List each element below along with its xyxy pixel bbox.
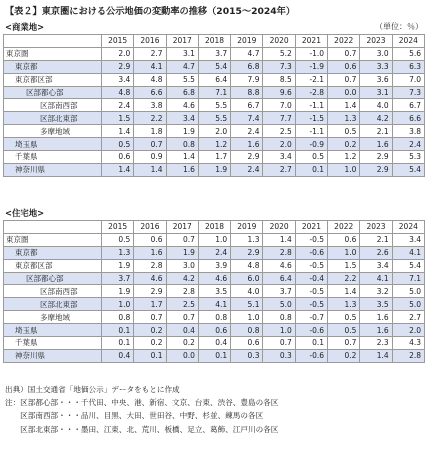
commercial-value-cell: 1.8 bbox=[134, 125, 166, 138]
residential-value-cell: 5.1 bbox=[231, 298, 263, 311]
commercial-section-label: <商業地> bbox=[5, 22, 45, 32]
commercial-value-cell: 4.8 bbox=[102, 86, 134, 99]
residential-value-cell: 1.0 bbox=[328, 246, 360, 259]
residential-value-cell: 2.3 bbox=[360, 337, 392, 350]
residential-year-header-2020: 2020 bbox=[263, 221, 295, 234]
commercial-value-cell: 7.9 bbox=[231, 73, 263, 86]
commercial-value-cell: 1.6 bbox=[231, 138, 263, 151]
residential-value-cell: 3.5 bbox=[360, 298, 392, 311]
commercial-value-cell: 4.1 bbox=[134, 60, 166, 73]
table-row bbox=[4, 60, 425, 73]
commercial-value-cell: 1.6 bbox=[166, 163, 198, 176]
residential-value-cell: 4.8 bbox=[231, 259, 263, 272]
commercial-value-cell: 7.1 bbox=[198, 86, 230, 99]
footnote-southwest: 区部南西部・・・品川、目黒、大田、世田谷、中野、杉並、練馬の各区 bbox=[5, 411, 264, 421]
commercial-value-cell: -2.1 bbox=[295, 73, 327, 86]
residential-value-cell: 4.1 bbox=[392, 246, 424, 259]
commercial-year-header-2017: 2017 bbox=[166, 35, 198, 48]
residential-row-label: 東京圏 bbox=[4, 233, 102, 246]
commercial-value-cell: 0.8 bbox=[166, 138, 198, 151]
table-row bbox=[4, 73, 425, 86]
residential-value-cell: 2.8 bbox=[166, 285, 198, 298]
residential-value-cell: 1.0 bbox=[198, 233, 230, 246]
residential-value-cell: 1.3 bbox=[102, 246, 134, 259]
residential-value-cell: 0.8 bbox=[198, 311, 230, 324]
commercial-year-header-2015: 2015 bbox=[102, 35, 134, 48]
residential-value-cell: 0.2 bbox=[166, 337, 198, 350]
commercial-value-cell: 2.9 bbox=[231, 151, 263, 164]
commercial-row-label: 区部都心部 bbox=[4, 86, 102, 99]
residential-section-label: <住宅地> bbox=[5, 208, 45, 218]
commercial-value-cell: 2.4 bbox=[231, 163, 263, 176]
residential-value-cell: 2.0 bbox=[392, 324, 424, 337]
commercial-value-cell: 6.7 bbox=[231, 99, 263, 112]
commercial-value-cell: 3.4 bbox=[263, 151, 295, 164]
residential-value-cell: 2.7 bbox=[392, 311, 424, 324]
unit-label-commercial: （単位：％） bbox=[375, 22, 423, 31]
residential-row-label: 区部都心部 bbox=[4, 272, 102, 285]
commercial-value-cell: 0.7 bbox=[134, 138, 166, 151]
table-row bbox=[4, 138, 425, 151]
table-row bbox=[4, 337, 425, 350]
residential-value-cell: -0.5 bbox=[295, 298, 327, 311]
residential-value-cell: 4.6 bbox=[198, 272, 230, 285]
commercial-value-cell: 7.3 bbox=[263, 60, 295, 73]
residential-value-cell: 0.1 bbox=[102, 324, 134, 337]
commercial-value-cell: 1.6 bbox=[360, 138, 392, 151]
commercial-value-cell: -2.8 bbox=[295, 86, 327, 99]
residential-value-cell: 5.0 bbox=[392, 298, 424, 311]
commercial-land-table bbox=[3, 34, 425, 177]
commercial-value-cell: 0.2 bbox=[328, 138, 360, 151]
commercial-year-header-2019: 2019 bbox=[231, 35, 263, 48]
commercial-value-cell: 0.0 bbox=[328, 86, 360, 99]
residential-value-cell: -0.6 bbox=[295, 324, 327, 337]
commercial-value-cell: 4.7 bbox=[231, 47, 263, 60]
residential-value-cell: 3.5 bbox=[198, 285, 230, 298]
residential-row-label: 神奈川県 bbox=[4, 349, 102, 362]
residential-value-cell: 0.3 bbox=[231, 349, 263, 362]
residential-section-header bbox=[5, 207, 423, 219]
residential-row-label: 区部南西部 bbox=[4, 285, 102, 298]
residential-value-cell: 1.6 bbox=[134, 246, 166, 259]
commercial-value-cell: 0.6 bbox=[102, 151, 134, 164]
footnote-central: 注：区部都心部・・・千代田、中央、港、新宿、文京、台東、渋谷、豊島の各区 bbox=[5, 398, 279, 408]
commercial-value-cell: 2.2 bbox=[134, 112, 166, 125]
residential-value-cell: 3.2 bbox=[360, 285, 392, 298]
residential-value-cell: 1.6 bbox=[360, 311, 392, 324]
commercial-value-cell: 3.8 bbox=[134, 99, 166, 112]
residential-value-cell: 0.5 bbox=[102, 233, 134, 246]
residential-land-table bbox=[3, 220, 425, 363]
commercial-value-cell: 0.7 bbox=[328, 73, 360, 86]
commercial-year-header-2023: 2023 bbox=[360, 35, 392, 48]
residential-value-cell: 0.2 bbox=[134, 324, 166, 337]
residential-value-cell: 0.6 bbox=[198, 324, 230, 337]
residential-value-cell: 3.4 bbox=[392, 233, 424, 246]
residential-value-cell: 6.0 bbox=[231, 272, 263, 285]
commercial-value-cell: 7.7 bbox=[263, 112, 295, 125]
residential-value-cell: 2.4 bbox=[198, 246, 230, 259]
commercial-value-cell: 0.9 bbox=[134, 151, 166, 164]
commercial-year-header-2020: 2020 bbox=[263, 35, 295, 48]
commercial-value-cell: 2.7 bbox=[134, 47, 166, 60]
residential-year-header-2017: 2017 bbox=[166, 221, 198, 234]
commercial-value-cell: 1.0 bbox=[328, 163, 360, 176]
table-row bbox=[4, 86, 425, 99]
residential-row-label: 区部北東部 bbox=[4, 298, 102, 311]
commercial-value-cell: 5.4 bbox=[198, 60, 230, 73]
residential-value-cell: 1.5 bbox=[328, 259, 360, 272]
commercial-year-header-2021: 2021 bbox=[295, 35, 327, 48]
table-row bbox=[4, 151, 425, 164]
commercial-row-label: 東京圏 bbox=[4, 47, 102, 60]
commercial-value-cell: 2.4 bbox=[392, 138, 424, 151]
residential-value-cell: 1.0 bbox=[102, 298, 134, 311]
commercial-value-cell: 4.7 bbox=[166, 60, 198, 73]
commercial-value-cell: 3.6 bbox=[360, 73, 392, 86]
residential-value-cell: 0.1 bbox=[134, 349, 166, 362]
residential-value-cell: -0.5 bbox=[295, 233, 327, 246]
residential-year-header-2022: 2022 bbox=[328, 221, 360, 234]
commercial-value-cell: 6.4 bbox=[198, 73, 230, 86]
residential-value-cell: 0.2 bbox=[328, 349, 360, 362]
commercial-year-header-2018: 2018 bbox=[198, 35, 230, 48]
table-row bbox=[4, 311, 425, 324]
commercial-value-cell: 1.5 bbox=[102, 112, 134, 125]
commercial-value-cell: 2.1 bbox=[360, 125, 392, 138]
notes bbox=[5, 383, 278, 436]
commercial-value-cell: 7.3 bbox=[392, 86, 424, 99]
commercial-row-label: 東京都区部 bbox=[4, 73, 102, 86]
residential-value-cell: 0.8 bbox=[231, 324, 263, 337]
residential-value-cell: 3.9 bbox=[198, 259, 230, 272]
commercial-value-cell: 0.5 bbox=[328, 125, 360, 138]
residential-value-cell: 0.1 bbox=[295, 337, 327, 350]
residential-value-cell: 3.7 bbox=[263, 285, 295, 298]
commercial-value-cell: 5.5 bbox=[166, 73, 198, 86]
table-row bbox=[4, 349, 425, 362]
commercial-value-cell: -1.9 bbox=[295, 60, 327, 73]
residential-value-cell: 1.3 bbox=[328, 298, 360, 311]
table-row bbox=[4, 259, 425, 272]
residential-value-cell: 1.3 bbox=[231, 233, 263, 246]
commercial-value-cell: 1.9 bbox=[198, 163, 230, 176]
table-row bbox=[4, 233, 425, 246]
residential-value-cell: 4.1 bbox=[360, 272, 392, 285]
commercial-value-cell: -1.0 bbox=[295, 47, 327, 60]
residential-value-cell: 1.9 bbox=[102, 259, 134, 272]
residential-value-cell: 2.8 bbox=[392, 349, 424, 362]
table-row bbox=[4, 272, 425, 285]
residential-value-cell: 2.8 bbox=[263, 246, 295, 259]
residential-value-cell: 1.9 bbox=[102, 285, 134, 298]
commercial-value-cell: 3.7 bbox=[198, 47, 230, 60]
residential-value-cell: 6.4 bbox=[263, 272, 295, 285]
residential-value-cell: -0.5 bbox=[295, 259, 327, 272]
commercial-value-cell: 3.4 bbox=[102, 73, 134, 86]
commercial-row-label: 区部南西部 bbox=[4, 99, 102, 112]
source-note: 出典）国土交通省「地価公示」データをもとに作成 bbox=[5, 385, 180, 394]
residential-year-header-2019: 2019 bbox=[231, 221, 263, 234]
commercial-value-cell: 0.7 bbox=[328, 47, 360, 60]
commercial-value-cell: 6.3 bbox=[392, 60, 424, 73]
residential-value-cell: -0.4 bbox=[295, 272, 327, 285]
commercial-value-cell: 4.6 bbox=[166, 99, 198, 112]
commercial-value-cell: 4.8 bbox=[134, 73, 166, 86]
commercial-value-cell: 3.0 bbox=[360, 47, 392, 60]
commercial-value-cell: 3.8 bbox=[392, 125, 424, 138]
residential-value-cell: 0.1 bbox=[102, 337, 134, 350]
commercial-value-cell: 9.6 bbox=[263, 86, 295, 99]
commercial-value-cell: 8.8 bbox=[231, 86, 263, 99]
commercial-section-header bbox=[5, 21, 423, 33]
residential-value-cell: -0.5 bbox=[295, 285, 327, 298]
residential-value-cell: 4.1 bbox=[198, 298, 230, 311]
commercial-value-cell: 2.5 bbox=[263, 125, 295, 138]
residential-value-cell: 2.5 bbox=[166, 298, 198, 311]
residential-header-row bbox=[4, 221, 425, 234]
residential-value-cell: 0.7 bbox=[166, 233, 198, 246]
residential-header-blank bbox=[4, 221, 102, 234]
commercial-header-row bbox=[4, 35, 425, 48]
residential-value-cell: 2.1 bbox=[360, 233, 392, 246]
residential-year-header-2021: 2021 bbox=[295, 221, 327, 234]
commercial-value-cell: 2.9 bbox=[360, 151, 392, 164]
residential-value-cell: 1.4 bbox=[263, 233, 295, 246]
commercial-row-label: 神奈川県 bbox=[4, 163, 102, 176]
residential-value-cell: 0.4 bbox=[198, 337, 230, 350]
commercial-value-cell: 0.1 bbox=[295, 163, 327, 176]
residential-value-cell: 7.1 bbox=[392, 272, 424, 285]
commercial-value-cell: 3.1 bbox=[360, 86, 392, 99]
residential-value-cell: 5.0 bbox=[263, 298, 295, 311]
residential-value-cell: 1.4 bbox=[328, 285, 360, 298]
table-row bbox=[4, 112, 425, 125]
commercial-value-cell: -1.1 bbox=[295, 125, 327, 138]
residential-year-header-2023: 2023 bbox=[360, 221, 392, 234]
commercial-value-cell: 2.0 bbox=[198, 125, 230, 138]
commercial-value-cell: -0.9 bbox=[295, 138, 327, 151]
commercial-value-cell: 6.6 bbox=[392, 112, 424, 125]
commercial-value-cell: 1.4 bbox=[166, 151, 198, 164]
table-title: 【表２】東京圏における公示地価の変動率の推移（2015～2024年） bbox=[5, 6, 296, 17]
commercial-value-cell: 5.3 bbox=[392, 151, 424, 164]
commercial-value-cell: -1.1 bbox=[295, 99, 327, 112]
commercial-value-cell: 5.4 bbox=[392, 163, 424, 176]
residential-value-cell: 0.5 bbox=[328, 324, 360, 337]
residential-year-header-2024: 2024 bbox=[392, 221, 424, 234]
commercial-value-cell: 1.4 bbox=[134, 163, 166, 176]
commercial-value-cell: 7.0 bbox=[392, 73, 424, 86]
residential-value-cell: 3.0 bbox=[166, 259, 198, 272]
residential-value-cell: 2.6 bbox=[360, 246, 392, 259]
commercial-value-cell: 1.9 bbox=[166, 125, 198, 138]
table-row bbox=[4, 324, 425, 337]
residential-value-cell: 0.0 bbox=[166, 349, 198, 362]
residential-value-cell: 4.2 bbox=[166, 272, 198, 285]
residential-value-cell: 0.8 bbox=[263, 311, 295, 324]
commercial-header-blank bbox=[4, 35, 102, 48]
commercial-value-cell: 2.4 bbox=[102, 99, 134, 112]
commercial-value-cell: 7.0 bbox=[263, 99, 295, 112]
commercial-value-cell: 2.4 bbox=[231, 125, 263, 138]
residential-value-cell: 1.4 bbox=[360, 349, 392, 362]
commercial-value-cell: 3.3 bbox=[360, 60, 392, 73]
commercial-value-cell: 8.5 bbox=[263, 73, 295, 86]
commercial-value-cell: 2.0 bbox=[263, 138, 295, 151]
residential-row-label: 千葉県 bbox=[4, 337, 102, 350]
commercial-value-cell: 6.6 bbox=[134, 86, 166, 99]
commercial-value-cell: 4.2 bbox=[360, 112, 392, 125]
residential-value-cell: 0.7 bbox=[263, 337, 295, 350]
table-row bbox=[4, 285, 425, 298]
residential-value-cell: 2.9 bbox=[231, 246, 263, 259]
commercial-value-cell: 2.7 bbox=[263, 163, 295, 176]
commercial-year-header-2016: 2016 bbox=[134, 35, 166, 48]
residential-value-cell: 0.4 bbox=[102, 349, 134, 362]
commercial-value-cell: 1.4 bbox=[102, 125, 134, 138]
residential-value-cell: 0.3 bbox=[263, 349, 295, 362]
residential-value-cell: 1.0 bbox=[231, 311, 263, 324]
commercial-value-cell: 2.9 bbox=[360, 163, 392, 176]
residential-value-cell: 2.2 bbox=[328, 272, 360, 285]
commercial-year-header-2022: 2022 bbox=[328, 35, 360, 48]
commercial-value-cell: 1.4 bbox=[102, 163, 134, 176]
commercial-value-cell: 5.5 bbox=[198, 99, 230, 112]
commercial-value-cell: 2.9 bbox=[102, 60, 134, 73]
table-row bbox=[4, 163, 425, 176]
residential-value-cell: 0.4 bbox=[166, 324, 198, 337]
commercial-value-cell: 0.5 bbox=[295, 151, 327, 164]
commercial-value-cell: 5.5 bbox=[198, 112, 230, 125]
commercial-row-label: 区部北東部 bbox=[4, 112, 102, 125]
commercial-value-cell: -1.5 bbox=[295, 112, 327, 125]
commercial-value-cell: 1.2 bbox=[328, 151, 360, 164]
commercial-value-cell: 1.2 bbox=[198, 138, 230, 151]
residential-value-cell: 1.0 bbox=[263, 324, 295, 337]
footnote-northeast: 区部北東部・・・墨田、江東、北、荒川、板橋、足立、葛飾、江戸川の各区 bbox=[5, 424, 279, 434]
commercial-value-cell: 4.0 bbox=[360, 99, 392, 112]
commercial-value-cell: 6.7 bbox=[392, 99, 424, 112]
table-row bbox=[4, 47, 425, 60]
residential-row-label: 東京都区部 bbox=[4, 259, 102, 272]
commercial-row-label: 多摩地域 bbox=[4, 125, 102, 138]
residential-value-cell: 0.6 bbox=[134, 233, 166, 246]
residential-value-cell: 1.7 bbox=[134, 298, 166, 311]
commercial-value-cell: 1.4 bbox=[328, 99, 360, 112]
table-row bbox=[4, 246, 425, 259]
residential-value-cell: 0.7 bbox=[166, 311, 198, 324]
residential-value-cell: 4.6 bbox=[134, 272, 166, 285]
residential-value-cell: 1.9 bbox=[166, 246, 198, 259]
residential-value-cell: 3.7 bbox=[102, 272, 134, 285]
table-row bbox=[4, 125, 425, 138]
commercial-row-label: 東京都 bbox=[4, 60, 102, 73]
residential-year-header-2018: 2018 bbox=[198, 221, 230, 234]
commercial-value-cell: 6.8 bbox=[231, 60, 263, 73]
table-row bbox=[4, 99, 425, 112]
residential-value-cell: 0.5 bbox=[328, 311, 360, 324]
commercial-row-label: 埼玉県 bbox=[4, 138, 102, 151]
residential-value-cell: 1.6 bbox=[360, 324, 392, 337]
commercial-value-cell: 2.0 bbox=[102, 47, 134, 60]
commercial-value-cell: 7.4 bbox=[231, 112, 263, 125]
residential-value-cell: 0.6 bbox=[231, 337, 263, 350]
commercial-value-cell: 6.8 bbox=[166, 86, 198, 99]
residential-value-cell: 4.0 bbox=[231, 285, 263, 298]
commercial-row-label: 千葉県 bbox=[4, 151, 102, 164]
residential-value-cell: 4.6 bbox=[263, 259, 295, 272]
residential-value-cell: -0.7 bbox=[295, 311, 327, 324]
commercial-year-header-2024: 2024 bbox=[392, 35, 424, 48]
residential-year-header-2015: 2015 bbox=[102, 221, 134, 234]
residential-value-cell: 0.7 bbox=[328, 337, 360, 350]
table-row bbox=[4, 298, 425, 311]
residential-value-cell: 5.4 bbox=[392, 259, 424, 272]
commercial-value-cell: 0.6 bbox=[328, 60, 360, 73]
commercial-value-cell: 5.2 bbox=[263, 47, 295, 60]
residential-year-header-2016: 2016 bbox=[134, 221, 166, 234]
residential-value-cell: 2.9 bbox=[134, 285, 166, 298]
residential-value-cell: 0.2 bbox=[134, 337, 166, 350]
residential-value-cell: -0.6 bbox=[295, 246, 327, 259]
residential-value-cell: 3.4 bbox=[360, 259, 392, 272]
residential-value-cell: 0.1 bbox=[198, 349, 230, 362]
residential-value-cell: 0.7 bbox=[134, 311, 166, 324]
commercial-value-cell: 1.3 bbox=[328, 112, 360, 125]
commercial-value-cell: 1.7 bbox=[198, 151, 230, 164]
commercial-value-cell: 3.4 bbox=[166, 112, 198, 125]
residential-row-label: 東京都 bbox=[4, 246, 102, 259]
residential-value-cell: 2.8 bbox=[134, 259, 166, 272]
residential-value-cell: 5.0 bbox=[392, 285, 424, 298]
residential-row-label: 埼玉県 bbox=[4, 324, 102, 337]
residential-row-label: 多摩地域 bbox=[4, 311, 102, 324]
commercial-value-cell: 5.6 bbox=[392, 47, 424, 60]
residential-value-cell: 4.3 bbox=[392, 337, 424, 350]
residential-value-cell: -0.6 bbox=[295, 349, 327, 362]
commercial-value-cell: 0.5 bbox=[102, 138, 134, 151]
residential-value-cell: 0.6 bbox=[328, 233, 360, 246]
residential-value-cell: 0.8 bbox=[102, 311, 134, 324]
commercial-value-cell: 3.1 bbox=[166, 47, 198, 60]
